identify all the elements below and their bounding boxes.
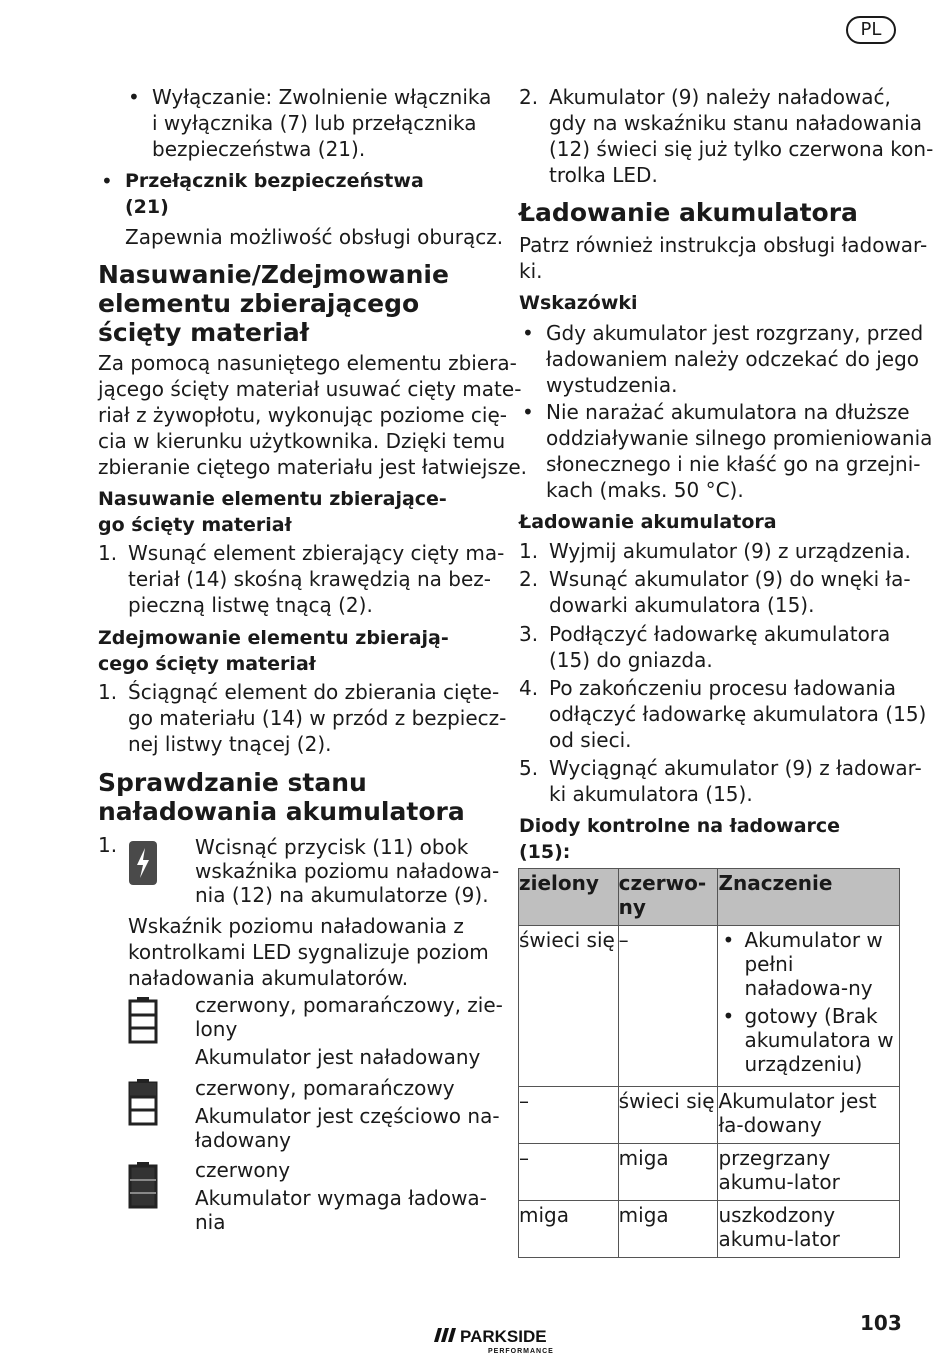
table-cell: –: [519, 1144, 619, 1201]
step-line: Podłączyć ładowarkę akumulatora: [549, 622, 891, 646]
step-line: gdy na wskaźniku stanu naładowania: [549, 111, 922, 135]
list-item-text: gotowy (Brak akumulatora w urządzeniu): [744, 1004, 894, 1076]
table-cell: miga: [519, 1201, 619, 1258]
step-number: 2.: [519, 85, 539, 109]
led-meaning-text: Akumulator jest naładowany: [195, 1045, 481, 1069]
list-item: [718, 1004, 899, 1076]
step-number: 3.: [519, 622, 539, 646]
table-row: [519, 926, 900, 1087]
step-line: Akumulator (9) należy naładować,: [549, 85, 891, 109]
paragraph-line: Wskaźnik poziomu naładowania z: [128, 914, 464, 938]
step-number: 2.: [519, 567, 539, 591]
step-line: Wyjmij akumulator (9) z urządzenia.: [549, 539, 911, 563]
page-number: 103: [860, 1311, 902, 1335]
table-cell: świeci się: [618, 1087, 718, 1144]
table-cell: Akumulator jest ła-dowany: [718, 1087, 900, 1144]
battery-partial-icon: [128, 1078, 158, 1126]
safety-switch-title: (21): [125, 196, 169, 218]
step-line: Wsunąć akumulator (9) do wnęki ła-: [549, 567, 911, 591]
paragraph-line: kontrolkami LED sygnalizuje poziom: [128, 940, 489, 964]
paragraph-line: ki.: [519, 259, 543, 283]
bullet-dot: •: [722, 1004, 735, 1028]
step-line: Wcisnąć przycisk (11) obok: [195, 835, 469, 859]
subheading: Nasuwanie elementu zbierające-: [98, 488, 447, 510]
tip-line: Nie narażać akumulatora na dłuższe: [546, 400, 910, 424]
battery-button-icon: [128, 840, 158, 886]
header-cell-green: zielony: [519, 869, 619, 926]
table-cell: –: [519, 1087, 619, 1144]
step-line: go materiału (14) w przód z bezpiecz-: [128, 706, 507, 730]
paragraph-line: Patrz również instrukcja obsługi ładowar-: [519, 233, 928, 257]
step-line: wskaźnika poziomu naładowa-: [195, 859, 500, 883]
step-line: nia (12) na akumulatorze (9).: [195, 883, 489, 907]
section-heading: elementu zbierającego: [98, 289, 420, 318]
led-meaning-text: nia: [195, 1210, 226, 1234]
bullet-dot: •: [101, 169, 113, 193]
step-number: 4.: [519, 676, 539, 700]
step-line: dowarki akumulatora (15).: [549, 593, 815, 617]
bullet-dot: •: [128, 85, 140, 109]
step-number: 1.: [519, 539, 539, 563]
paragraph-line: zbieranie ciętego materiału jest łatwiejsze.: [98, 455, 527, 479]
bullet-dot: •: [522, 321, 534, 345]
bullet-dot: •: [722, 928, 735, 952]
charger-led-table: [518, 868, 900, 1258]
tip-line: ładowaniem należy odczekać do jego: [546, 347, 919, 371]
step-number: 1.: [98, 680, 118, 704]
tip-line: słonecznego i nie kłaść go na grzejni-: [546, 452, 921, 476]
table-cell: miga: [618, 1201, 718, 1258]
led-state-text: lony: [195, 1017, 238, 1041]
table-cell: miga: [618, 1144, 718, 1201]
step-line: trolka LED.: [549, 163, 658, 187]
step-line: pieczną listwę tnącą (2).: [128, 593, 373, 617]
parkside-logo: [430, 1320, 580, 1356]
list-item: [718, 928, 899, 1000]
paragraph-line: cia w kierunku użytkownika. Dzięki temu: [98, 429, 506, 453]
text-line: bezpieczeństwa (21).: [152, 137, 366, 161]
step-line: Wsunąć element zbierający cięty ma-: [128, 541, 505, 565]
step-line: ki akumulatora (15).: [549, 782, 753, 806]
led-state-text: czerwony, pomarańczowy: [195, 1076, 455, 1100]
battery-low-icon: [128, 1161, 158, 1209]
header-cell-red: czerwo-ny: [618, 869, 718, 926]
tip-line: Gdy akumulator jest rozgrzany, przed: [546, 321, 924, 345]
section-heading: Nasuwanie/Zdejmowanie: [98, 260, 449, 289]
step-line: (15) do gniazda.: [549, 648, 713, 672]
table-cell: przegrzany akumu-lator: [718, 1144, 900, 1201]
led-state-text: czerwony: [195, 1158, 291, 1182]
step-number: 1.: [98, 833, 118, 857]
section-heading: Ładowanie akumulatora: [519, 198, 858, 227]
text-line: Zapewnia możliwość obsługi oburącz.: [125, 225, 504, 249]
step-line: Wyciągnąć akumulator (9) z ładowar-: [549, 756, 922, 780]
table-cell: [718, 926, 900, 1087]
step-line: od sieci.: [549, 728, 632, 752]
tip-line: kach (maks. 50 °C).: [546, 478, 744, 502]
brand-name: PARKSIDE: [460, 1327, 547, 1346]
step-line: odłączyć ładowarkę akumulatora (15): [549, 702, 927, 726]
table-cell: –: [618, 926, 718, 1087]
section-heading: naładowania akumulatora: [98, 797, 465, 826]
text-line: i wyłącznika (7) lub przełącznika: [152, 111, 477, 135]
header-cell-meaning: Znaczenie: [718, 869, 900, 926]
table-row: [519, 1201, 900, 1258]
tip-line: oddziaływanie silnego promieniowania: [546, 426, 933, 450]
step-line: Po zakończeniu procesu ładowania: [549, 676, 896, 700]
section-heading: ścięty materiał: [98, 318, 310, 347]
step-number: 1.: [98, 541, 118, 565]
step-line: Ściągnąć element do zbierania cięte-: [128, 680, 500, 704]
paragraph-line: naładowania akumulatorów.: [128, 966, 409, 990]
step-line: (12) świeci się już tylko czerwona kon-: [549, 137, 934, 161]
led-state-text: czerwony, pomarańczowy, zie-: [195, 993, 503, 1017]
paragraph-line: riał z żywopłotu, wykonując poziome cię-: [98, 403, 507, 427]
table-row: [519, 1087, 900, 1144]
subheading: Wskazówki: [519, 292, 638, 314]
led-meaning-text: ładowany: [195, 1128, 291, 1152]
tip-line: wystudzenia.: [546, 373, 678, 397]
section-heading: Sprawdzanie stanu: [98, 768, 367, 797]
paragraph-line: Za pomocą nasuniętego elementu zbiera-: [98, 351, 517, 375]
led-meaning-text: Akumulator wymaga ładowa-: [195, 1186, 487, 1210]
language-badge: PL: [846, 16, 896, 44]
subheading: (15):: [519, 841, 571, 863]
table-cell: świeci się: [519, 926, 619, 1087]
text-line: Wyłączanie: Zwolnienie włącznika: [152, 85, 492, 109]
bullet-dot: •: [522, 400, 534, 424]
step-line: nej listwy tnącej (2).: [128, 732, 332, 756]
battery-full-icon: [128, 996, 158, 1044]
list-item-text: Akumulator w pełni naładowa-ny: [744, 928, 883, 1000]
table-row: [519, 1144, 900, 1201]
subheading: Diody kontrolne na ładowarce: [519, 815, 841, 837]
brand-subname: PERFORMANCE: [488, 1348, 554, 1355]
step-number: 5.: [519, 756, 539, 780]
subheading: Ładowanie akumulatora: [519, 511, 777, 533]
table-header-row: [519, 869, 900, 926]
step-line: teriał (14) skośną krawędzią na bez-: [128, 567, 491, 591]
subheading: cego ścięty materiał: [98, 653, 316, 675]
table-cell: uszkodzony akumu-lator: [718, 1201, 900, 1258]
subheading: Zdejmowanie elementu zbierają-: [98, 627, 449, 649]
paragraph-line: jącego ścięty materiał usuwać cięty mate-: [98, 377, 522, 401]
safety-switch-title: Przełącznik bezpieczeństwa: [125, 170, 424, 192]
subheading: go ścięty materiał: [98, 514, 292, 536]
led-meaning-text: Akumulator jest częściowo na-: [195, 1104, 500, 1128]
